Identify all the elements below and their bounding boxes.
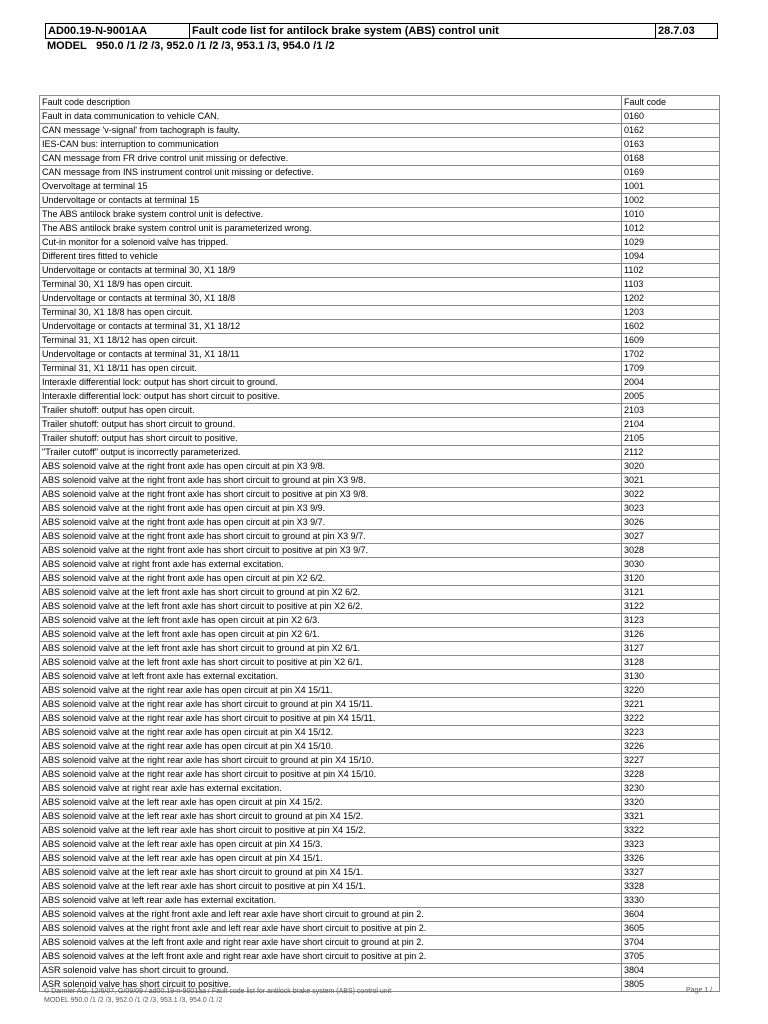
fault-description-cell: Undervoltage or contacts at terminal 30, X1 18/9: [40, 264, 622, 278]
fault-code-cell: 3228: [622, 768, 720, 782]
table-row: [40, 194, 720, 208]
table-row: [40, 320, 720, 334]
fault-code-cell: 3120: [622, 572, 720, 586]
fault-code-cell: 3328: [622, 880, 720, 894]
fault-code-cell: 3022: [622, 488, 720, 502]
fault-description-cell: ABS solenoid valve at the right rear axle has short circuit to positive at pin X4 15/10.: [40, 768, 622, 782]
table-row: [40, 418, 720, 432]
fault-description-cell: ABS solenoid valve at the left rear axle has short circuit to positive at pin X4 15/1.: [40, 880, 622, 894]
fault-code-cell: 3130: [622, 670, 720, 684]
fault-code-cell: 3326: [622, 852, 720, 866]
footer-line-1: © Daimler AG, 12/6/07, G/09/09 / ad00.19-n-9001aa / Fault code list for antilock brake system (ABS) control unit: [44, 988, 392, 995]
fault-code-cell: 3226: [622, 740, 720, 754]
fault-code-cell: 3027: [622, 530, 720, 544]
fault-code-cell: 3704: [622, 936, 720, 950]
fault-description-cell: ABS solenoid valve at the left rear axle has open circuit at pin X4 15/3.: [40, 838, 622, 852]
fault-description-cell: Trailer shutoff: output has open circuit.: [40, 404, 622, 418]
fault-code-cell: 3705: [622, 950, 720, 964]
fault-description-cell: ABS solenoid valve at the left front axle has short circuit to positive at pin X2 6/2.: [40, 600, 622, 614]
fault-code-cell: 3030: [622, 558, 720, 572]
table-row: [40, 852, 720, 866]
fault-description-cell: The ABS antilock brake system control unit is parameterized wrong.: [40, 222, 622, 236]
fault-code-cell: 1029: [622, 236, 720, 250]
table-row: [40, 572, 720, 586]
fault-description-cell: ABS solenoid valve at the right rear axle has open circuit at pin X4 15/10.: [40, 740, 622, 754]
fault-description-cell: ABS solenoid valve at right front axle has external excitation.: [40, 558, 622, 572]
fault-description-cell: ABS solenoid valves at the right front axle and left rear axle have short circuit to positive at pin 2.: [40, 922, 622, 936]
fault-description-cell: ABS solenoid valve at the right rear axle has short circuit to ground at pin X4 15/11.: [40, 698, 622, 712]
fault-description-cell: ABS solenoid valve at right rear axle has external excitation.: [40, 782, 622, 796]
page-footer: [44, 987, 391, 1005]
table-row: [40, 544, 720, 558]
fault-description-cell: ABS solenoid valve at the left front axle has short circuit to ground at pin X2 6/2.: [40, 586, 622, 600]
page-number: Page 1 /: [686, 987, 713, 994]
fault-code-cell: 3330: [622, 894, 720, 908]
table-header-row: [40, 96, 720, 110]
fault-code-cell: 3321: [622, 810, 720, 824]
table-row: [40, 306, 720, 320]
fault-code-cell: 1010: [622, 208, 720, 222]
fault-description-cell: ABS solenoid valve at the right rear axle has open circuit at pin X4 15/11.: [40, 684, 622, 698]
fault-description-cell: ABS solenoid valve at the right rear axle has short circuit to positive at pin X4 15/11.: [40, 712, 622, 726]
fault-code-cell: 3023: [622, 502, 720, 516]
table-row: [40, 600, 720, 614]
fault-description-cell: Interaxle differential lock: output has short circuit to ground.: [40, 376, 622, 390]
fault-description-cell: Interaxle differential lock: output has short circuit to positive.: [40, 390, 622, 404]
table-row: [40, 362, 720, 376]
fault-description-cell: ABS solenoid valve at the right front axle has short circuit to positive at pin X3 9/7.: [40, 544, 622, 558]
column-header-description: Fault code description: [40, 96, 622, 110]
table-row: [40, 530, 720, 544]
table-row: [40, 180, 720, 194]
fault-description-cell: ABS solenoid valve at the left front axle has open circuit at pin X2 6/1.: [40, 628, 622, 642]
table-row: [40, 796, 720, 810]
table-row: [40, 670, 720, 684]
table-row: [40, 838, 720, 852]
fault-description-cell: Terminal 30, X1 18/8 has open circuit.: [40, 306, 622, 320]
fault-code-cell: 1102: [622, 264, 720, 278]
fault-description-cell: ABS solenoid valve at the right rear axle has open circuit at pin X4 15/12.: [40, 726, 622, 740]
table-row: [40, 376, 720, 390]
fault-code-cell: 2004: [622, 376, 720, 390]
fault-code-cell: 3026: [622, 516, 720, 530]
table-row: [40, 726, 720, 740]
fault-description-cell: ABS solenoid valves at the right front axle and left rear axle have short circuit to ground at pin 2.: [40, 908, 622, 922]
fault-description-cell: Fault in data communication to vehicle CAN.: [40, 110, 622, 124]
fault-code-cell: 3327: [622, 866, 720, 880]
table-row: [40, 278, 720, 292]
fault-code-cell: 3127: [622, 642, 720, 656]
table-row: [40, 264, 720, 278]
fault-code-cell: 3227: [622, 754, 720, 768]
fault-description-cell: Undervoltage or contacts at terminal 15: [40, 194, 622, 208]
model-line: [47, 40, 335, 52]
table-row: [40, 404, 720, 418]
fault-code-cell: 2005: [622, 390, 720, 404]
fault-code-cell: 1012: [622, 222, 720, 236]
fault-code-cell: 3126: [622, 628, 720, 642]
table-row: [40, 208, 720, 222]
table-row: [40, 432, 720, 446]
table-row: [40, 586, 720, 600]
fault-description-cell: ABS solenoid valve at the left front axle has open circuit at pin X2 6/3.: [40, 614, 622, 628]
fault-code-cell: 2103: [622, 404, 720, 418]
fault-description-cell: ABS solenoid valve at left front axle has external excitation.: [40, 670, 622, 684]
fault-description-cell: Terminal 30, X1 18/9 has open circuit.: [40, 278, 622, 292]
table-row: [40, 754, 720, 768]
fault-description-cell: Terminal 31, X1 18/12 has open circuit.: [40, 334, 622, 348]
fault-description-cell: ABS solenoid valve at the right front axle has open circuit at pin X3 9/9.: [40, 502, 622, 516]
fault-code-cell: 3221: [622, 698, 720, 712]
fault-code-cell: 3123: [622, 614, 720, 628]
table-row: [40, 110, 720, 124]
fault-description-cell: CAN message 'v-signal' from tachograph is faulty.: [40, 124, 622, 138]
model-value: 950.0 /1 /2 /3, 952.0 /1 /2 /3, 953.1 /3, 954.0 /1 /2: [96, 40, 335, 52]
fault-code-table: [39, 95, 720, 992]
footer-line-2: MODEL 950.0 /1 /2 /3, 952.0 /1 /2 /3, 953.1 /3, 954.0 /1 /2: [44, 997, 223, 1004]
table-row: [40, 222, 720, 236]
fault-description-cell: "Trailer cutoff" output is incorrectly parameterized.: [40, 446, 622, 460]
table-row: [40, 446, 720, 460]
fault-description-cell: ABS solenoid valve at the right front axle has open circuit at pin X2 6/2.: [40, 572, 622, 586]
fault-code-cell: 0163: [622, 138, 720, 152]
fault-code-cell: 0162: [622, 124, 720, 138]
table-row: [40, 558, 720, 572]
fault-code-cell: 1202: [622, 292, 720, 306]
table-body: [40, 110, 720, 992]
fault-description-cell: ABS solenoid valve at the left rear axle has open circuit at pin X4 15/1.: [40, 852, 622, 866]
table-row: [40, 698, 720, 712]
table-row: [40, 236, 720, 250]
fault-description-cell: Trailer shutoff: output has short circuit to ground.: [40, 418, 622, 432]
fault-description-cell: Undervoltage or contacts at terminal 31, X1 18/12: [40, 320, 622, 334]
table-row: [40, 334, 720, 348]
fault-code-cell: 3322: [622, 824, 720, 838]
fault-description-cell: ABS solenoid valve at the left front axle has short circuit to positive at pin X2 6/1.: [40, 656, 622, 670]
document-date: 28.7.03: [658, 25, 695, 37]
table-row: [40, 936, 720, 950]
table-row: [40, 922, 720, 936]
fault-description-cell: Terminal 31, X1 18/11 has open circuit.: [40, 362, 622, 376]
fault-code-cell: 1094: [622, 250, 720, 264]
fault-code-cell: 3128: [622, 656, 720, 670]
fault-description-cell: CAN message from INS instrument control unit missing or defective.: [40, 166, 622, 180]
fault-description-cell: ABS solenoid valve at the right front axle has short circuit to ground at pin X3 9/8.: [40, 474, 622, 488]
fault-code-cell: 3220: [622, 684, 720, 698]
table-row: [40, 768, 720, 782]
model-label: MODEL: [47, 40, 87, 52]
table-row: [40, 292, 720, 306]
fault-description-cell: IES-CAN bus: interruption to communication: [40, 138, 622, 152]
fault-code-cell: 1002: [622, 194, 720, 208]
fault-description-cell: ABS solenoid valve at the left front axle has short circuit to ground at pin X2 6/1.: [40, 642, 622, 656]
fault-description-cell: ABS solenoid valve at the left rear axle has short circuit to ground at pin X4 15/1.: [40, 866, 622, 880]
fault-code-cell: 1702: [622, 348, 720, 362]
fault-description-cell: Cut-in monitor for a solenoid valve has tripped.: [40, 236, 622, 250]
document-id: AD00.19-N-9001AA: [46, 24, 190, 38]
table-row: [40, 824, 720, 838]
fault-description-cell: ABS solenoid valve at the left rear axle has short circuit to positive at pin X4 15/2.: [40, 824, 622, 838]
fault-code-cell: 3323: [622, 838, 720, 852]
fault-code-cell: 3320: [622, 796, 720, 810]
fault-code-cell: 2105: [622, 432, 720, 446]
table-row: [40, 138, 720, 152]
fault-code-cell: 3020: [622, 460, 720, 474]
table-row: [40, 908, 720, 922]
fault-code-cell: 1103: [622, 278, 720, 292]
table-row: [40, 950, 720, 964]
fault-code-cell: 1609: [622, 334, 720, 348]
fault-code-cell: 0169: [622, 166, 720, 180]
fault-code-cell: 3223: [622, 726, 720, 740]
table-row: [40, 124, 720, 138]
table-row: [40, 166, 720, 180]
fault-description-cell: ABS solenoid valve at the right front axle has open circuit at pin X3 9/8.: [40, 460, 622, 474]
fault-code-cell: 3604: [622, 908, 720, 922]
table-row: [40, 390, 720, 404]
table-row: [40, 250, 720, 264]
fault-code-cell: 3021: [622, 474, 720, 488]
fault-description-cell: Trailer shutoff: output has short circuit to positive.: [40, 432, 622, 446]
fault-description-cell: ABS solenoid valve at the right front axle has short circuit to ground at pin X3 9/7.: [40, 530, 622, 544]
table-row: [40, 502, 720, 516]
table-row: [40, 642, 720, 656]
document-header: [45, 23, 718, 39]
table-row: [40, 894, 720, 908]
fault-description-cell: ABS solenoid valve at the right rear axle has short circuit to ground at pin X4 15/10.: [40, 754, 622, 768]
fault-description-cell: ABS solenoid valve at the left rear axle has short circuit to ground at pin X4 15/2.: [40, 810, 622, 824]
fault-code-cell: 3222: [622, 712, 720, 726]
fault-description-cell: Overvoltage at terminal 15: [40, 180, 622, 194]
fault-description-cell: ASR solenoid valve has short circuit to positive.: [40, 978, 622, 992]
fault-code-cell: 2104: [622, 418, 720, 432]
fault-description-cell: CAN message from FR drive control unit missing or defective.: [40, 152, 622, 166]
document-title: Fault code list for antilock brake system (ABS) control unit: [190, 24, 656, 38]
table-row: [40, 614, 720, 628]
table-row: [40, 740, 720, 754]
table-row: [40, 628, 720, 642]
fault-code-cell: 3230: [622, 782, 720, 796]
fault-description-cell: Undervoltage or contacts at terminal 30, X1 18/8: [40, 292, 622, 306]
table-row: [40, 880, 720, 894]
fault-description-cell: The ABS antilock brake system control unit is defective.: [40, 208, 622, 222]
table-row: [40, 866, 720, 880]
fault-description-cell: ABS solenoid valve at the right front axle has open circuit at pin X3 9/7.: [40, 516, 622, 530]
table-row: [40, 474, 720, 488]
fault-code-cell: 3804: [622, 964, 720, 978]
table-row: [40, 348, 720, 362]
fault-description-cell: Different tires fitted to vehicle: [40, 250, 622, 264]
fault-description-cell: ABS solenoid valve at left rear axle has external excitation.: [40, 894, 622, 908]
fault-code-cell: 3605: [622, 922, 720, 936]
fault-description-cell: ASR solenoid valve has short circuit to ground.: [40, 964, 622, 978]
fault-description-cell: ABS solenoid valves at the left front axle and right rear axle have short circuit to ground at pin 2.: [40, 936, 622, 950]
fault-description-cell: ABS solenoid valve at the right front axle has short circuit to positive at pin X3 9/8.: [40, 488, 622, 502]
fault-code-cell: 0160: [622, 110, 720, 124]
fault-code-cell: 2112: [622, 446, 720, 460]
fault-code-cell: 1001: [622, 180, 720, 194]
table-row: [40, 488, 720, 502]
table-row: [40, 964, 720, 978]
column-header-code: Fault code: [622, 96, 720, 110]
fault-code-cell: 1709: [622, 362, 720, 376]
table-row: [40, 684, 720, 698]
fault-code-cell: 3805: [622, 978, 720, 992]
table-row: [40, 810, 720, 824]
fault-description-cell: ABS solenoid valve at the left rear axle has open circuit at pin X4 15/2.: [40, 796, 622, 810]
table-row: [40, 782, 720, 796]
fault-description-cell: ABS solenoid valves at the left front axle and right rear axle have short circuit to positive at pin 2.: [40, 950, 622, 964]
fault-code-cell: 1203: [622, 306, 720, 320]
fault-description-cell: Undervoltage or contacts at terminal 31, X1 18/11: [40, 348, 622, 362]
fault-code-cell: 3122: [622, 600, 720, 614]
table-row: [40, 152, 720, 166]
fault-code-cell: 3028: [622, 544, 720, 558]
table-row: [40, 712, 720, 726]
table-row: [40, 460, 720, 474]
fault-code-cell: 3121: [622, 586, 720, 600]
fault-code-cell: 1602: [622, 320, 720, 334]
table-row: [40, 656, 720, 670]
fault-code-cell: 0168: [622, 152, 720, 166]
table-row: [40, 516, 720, 530]
